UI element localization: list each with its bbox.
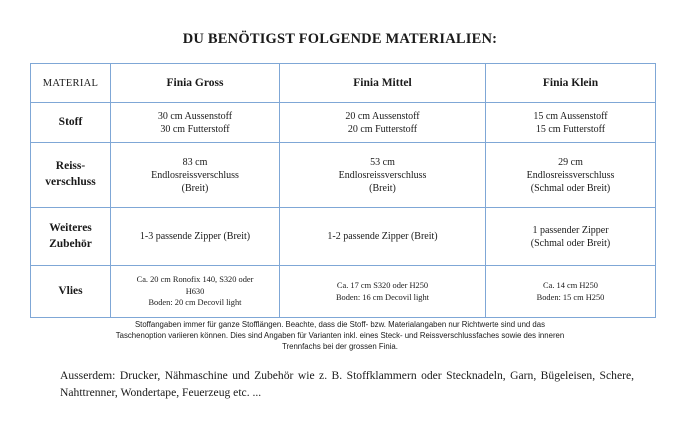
table-row-zubehoer <box>31 208 656 266</box>
table-row-reissverschluss <box>31 143 656 208</box>
footnote-line: Trennfachs bei der grossen Finia. <box>282 341 398 351</box>
materials-table <box>30 63 656 318</box>
header-finia-mittel: Finia Mittel <box>280 64 486 103</box>
cell-vlies-klein: Ca. 14 cm H250 Boden: 15 cm H250 <box>486 266 656 318</box>
page-title: DU BENÖTIGST FOLGENDE MATERIALIEN: <box>182 31 498 47</box>
cell-stoff-mittel: 20 cm Aussenstoff 20 cm Futterstoff <box>280 103 486 143</box>
table-row-vlies <box>31 266 656 318</box>
cell-stoff-gross: 30 cm Aussenstoff 30 cm Futterstoff <box>111 103 280 143</box>
cell-reissverschluss-klein: 29 cm Endlosreissverschluss (Schmal oder Breit) <box>486 143 656 208</box>
header-finia-klein: Finia Klein <box>486 64 656 103</box>
cell-vlies-gross: Ca. 20 cm Ronofix 140, S320 oder H630 Boden: 20 cm Decovil light <box>111 266 280 318</box>
cell-reissverschluss-mittel: 53 cm Endlosreissverschluss (Breit) <box>280 143 486 208</box>
footnote-line: Stoffangaben immer für ganze Stofflängen. Beachte, dass die Stoff- bzw. Materialangaben nur Richtwerte sind und das <box>134 320 546 329</box>
row-label-reissverschluss: Reiss- verschluss <box>31 143 111 208</box>
header-finia-gross: Finia Gross <box>111 64 280 103</box>
table-header-row <box>31 64 656 103</box>
header-material: MATERIAL <box>31 64 111 103</box>
cell-reissverschluss-gross: 83 cm Endlosreissverschluss (Breit) <box>111 143 280 208</box>
row-label-vlies: Vlies <box>31 266 111 318</box>
cell-zubehoer-mittel: 1-2 passende Zipper (Breit) <box>280 208 486 266</box>
cell-zubehoer-klein: 1 passender Zipper (Schmal oder Breit) <box>486 208 656 266</box>
footnote <box>40 320 640 353</box>
row-label-stoff: Stoff <box>31 103 111 143</box>
table-row-stoff <box>31 103 656 143</box>
additional-tools-text: Ausserdem: Drucker, Nähmaschine und Zubehör wie z. B. Stoffklammern oder Stecknadeln, Garn, Bügeleisen, Schere, Nahttrenner, Wondertape, Feuerzeug etc. ... <box>60 369 634 399</box>
row-label-zubehoer: Weiteres Zubehör <box>31 208 111 266</box>
cell-vlies-mittel: Ca. 17 cm S320 oder H250 Boden: 16 cm Decovil light <box>280 266 486 318</box>
cell-stoff-klein: 15 cm Aussenstoff 15 cm Futterstoff <box>486 103 656 143</box>
footnote-line: Taschenoption variieren können. Dies sind Angaben für Varianten inkl. eines Steck- und Reissverschlussfaches sowie des inneren <box>115 330 565 340</box>
cell-zubehoer-gross: 1-3 passende Zipper (Breit) <box>111 208 280 266</box>
